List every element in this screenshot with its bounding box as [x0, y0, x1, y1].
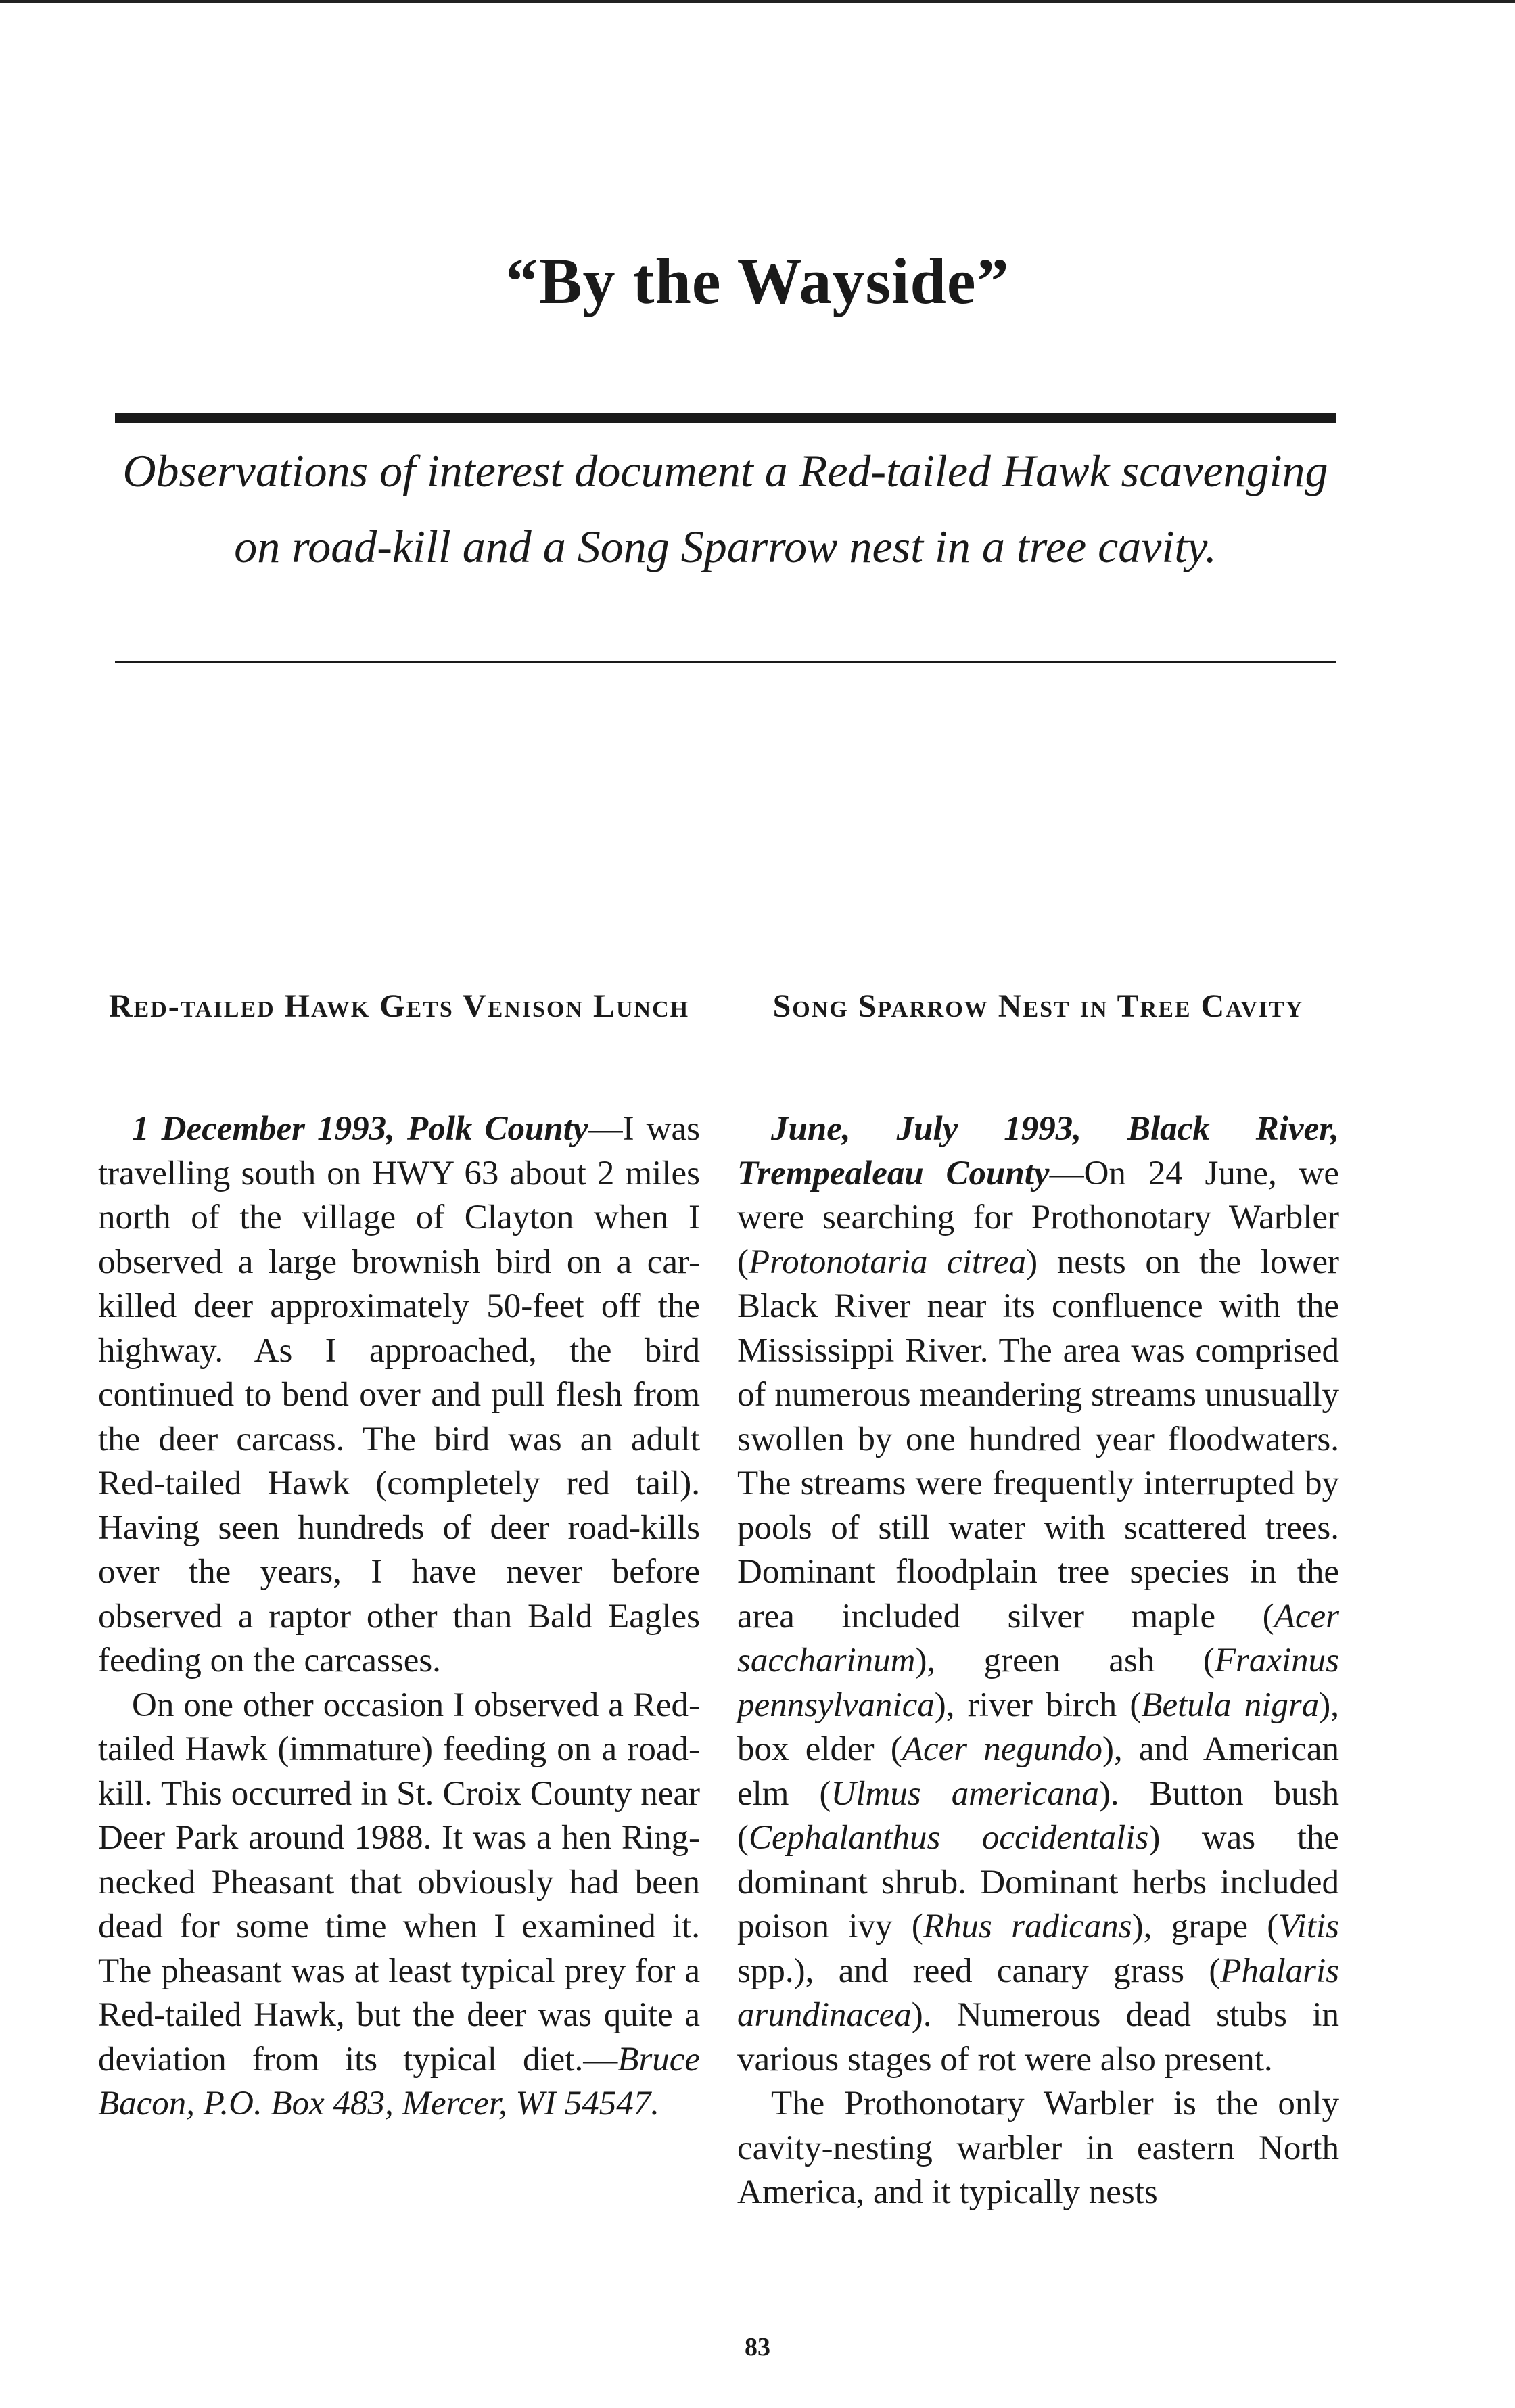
- right-column-body: [737, 1107, 1339, 2215]
- paragraph-text: ) nests on the lower Black River near its confluence with the Mississippi River. The area was comprised of numerous meandering streams unusually swollen by one hundred year floodwaters. The streams were frequently interrupted by pools of still water with scattered trees. Dominant floodplain tree species in the area included silver maple (: [737, 1243, 1339, 1636]
- paragraph: [737, 1107, 1339, 2082]
- paragraph-text: ), box elder (: [737, 1686, 1339, 1768]
- scientific-name: Protonotaria citrea: [748, 1243, 1027, 1281]
- left-column: [98, 984, 700, 2127]
- scientific-name: Vitis: [1278, 1907, 1340, 1945]
- paragraph: [98, 1684, 700, 2127]
- author-signature: Bruce Bacon, P.O. Box 483, Mercer, WI 54547.: [98, 2040, 700, 2123]
- page-title: “By the Wayside”: [505, 245, 1010, 317]
- paragraph-text: —I was travelling south on HWY 63 about 2 miles north of the village of Clayton when I observed a large brownish bird on a car-killed deer approximately 50-feet off the highway. As I approached, the bird continued to bend over and pull flesh from the deer carcass. The bird was an adult Red-tailed Hawk (completely red tail). Having seen hundreds of deer road-kills over the years, I have never before observed a raptor other than Bald Eagles feeding on the carcasses.: [98, 1110, 700, 1680]
- paragraph-text: spp.), and reed canary grass (: [737, 1951, 1221, 1990]
- scientific-name: Acer negundo: [902, 1730, 1102, 1768]
- paragraph-text: ), grape (: [1132, 1907, 1279, 1945]
- scientific-name: Cephalanthus occidentalis: [748, 1819, 1149, 1857]
- dateline: June, July 1993, Black River, Trempealeau County: [737, 1110, 1339, 1193]
- right-column: [737, 984, 1339, 2215]
- scientific-name: Betula nigra: [1141, 1686, 1320, 1724]
- scientific-name: Acer saccharinum: [737, 1597, 1339, 1680]
- dateline: 1 December 1993, Polk County: [132, 1110, 588, 1148]
- subtitle-divider-thin: [115, 661, 1336, 663]
- scientific-name: Phalaris arundinacea: [737, 1951, 1339, 2034]
- paragraph-text: The Prothonotary Warbler is the only cavity-nesting warbler in eastern North America, and it typically nests: [737, 2085, 1339, 2211]
- paragraph-text: ). Numerous dead stubs in various stages of rot were also present.: [737, 1996, 1339, 2079]
- paragraph-text: —On 24 June, we were searching for Prothonotary Warbler (: [737, 1154, 1339, 1281]
- paragraph-text: On one other occasion I observed a Red-tailed Hawk (immature) feeding on a road-kill. This occurred in St. Croix County near Deer Park around 1988. It was a hen Ring-necked Pheasant that obviously had been dead for some time when I examined it. The pheasant was at least typical prey for a Red-tailed Hawk, but the deer was quite a deviation from its typical diet.—: [98, 1686, 700, 2079]
- paragraph-text: ) was the dominant shrub. Dominant herbs included poison ivy (: [737, 1819, 1339, 1945]
- paragraph-text: ), and American elm (: [737, 1730, 1339, 1813]
- top-edge-rule: [0, 0, 1515, 3]
- title-divider-thick: [115, 413, 1336, 423]
- paragraph-text: ), green ash (: [915, 1642, 1215, 1680]
- paragraph: [98, 1107, 700, 1684]
- paragraph-text: ), river birch (: [934, 1686, 1142, 1724]
- paragraph-text: ). Button bush (: [737, 1774, 1339, 1857]
- section-heading-red-tailed-hawk: Red-tailed Hawk Gets Venison Lunch: [108, 988, 690, 1024]
- page-number: 83: [745, 2333, 770, 2361]
- paragraph: [737, 2082, 1339, 2215]
- scientific-name: Ulmus americana: [831, 1774, 1099, 1813]
- section-heading-song-sparrow: Song Sparrow Nest in Tree Cavity: [772, 988, 1304, 1024]
- article-subtitle: Observations of interest document a Red-tailed Hawk scavenging on road-kill and a Song Sparrow nest in a tree cavity.: [122, 445, 1328, 572]
- scientific-name: Rhus radicans: [923, 1907, 1132, 1945]
- scientific-name: Fraxinus pennsylvanica: [737, 1642, 1339, 1724]
- left-column-body: [98, 1107, 700, 2127]
